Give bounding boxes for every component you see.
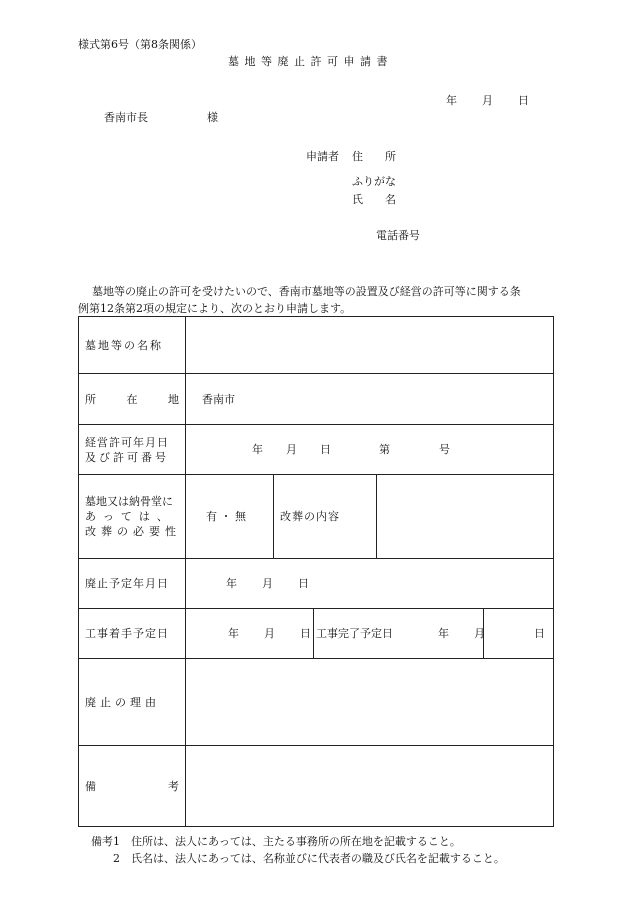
end-date-value[interactable]	[438, 609, 554, 659]
abolish-month: 月	[262, 577, 273, 590]
body-text-line-2: 例第12条第2項の規定により、次のとおり申請します。	[78, 302, 352, 315]
permit-no-suffix: 号	[439, 443, 450, 456]
start-year: 年	[228, 627, 239, 640]
form-number: 様式第6号（第8条関係）	[78, 38, 202, 51]
end-month: 月	[474, 627, 485, 640]
cemetery-name-value[interactable]	[186, 317, 554, 374]
start-month: 月	[264, 627, 275, 640]
location-label: 所 在 地	[79, 374, 186, 425]
permit-year: 年	[252, 443, 263, 456]
reburial-label: 墓地又は納骨堂に あっては、 改葬の必要性	[79, 475, 186, 559]
applicant-address-label: 住 所	[352, 150, 396, 163]
applicant-label: 申請者	[306, 150, 339, 163]
permit-label: 経営許可年月日 及び許可番号	[79, 425, 186, 475]
permit-no-prefix: 第	[379, 443, 390, 456]
note-2: 2 氏名は、法人にあっては、名称並びに代表者の職及び氏名を記載すること。	[113, 852, 505, 865]
permit-month: 月	[286, 443, 297, 456]
end-year: 年	[438, 627, 449, 640]
body-text-line-1: 墓地等の廃止の許可を受けたいので、香南市墓地等の設置及び経営の許可等に関する条	[92, 285, 521, 298]
reason-label: 廃止の理由	[79, 659, 186, 746]
date-month: 月	[482, 94, 493, 107]
start-day: 日	[300, 627, 311, 640]
abolish-date-label: 廃止予定年月日	[79, 559, 186, 609]
start-date-label: 工事着手予定日	[79, 609, 186, 659]
note-1: 備考1 住所は、法人にあっては、主たる事務所の所在地を記載すること。	[91, 835, 461, 848]
permit-value[interactable]	[186, 425, 554, 475]
abolish-day: 日	[298, 577, 309, 590]
location-value[interactable]	[186, 374, 554, 425]
applicant-furigana-label: ふりがな	[352, 175, 396, 188]
remarks-value[interactable]	[186, 746, 554, 827]
abolish-year: 年	[226, 577, 237, 590]
applicant-name-label: 氏 名	[352, 193, 396, 206]
reason-value[interactable]	[186, 659, 554, 746]
cemetery-name-label: 墓地等の名称	[79, 317, 186, 374]
page-title: 墓 地 等 廃 止 許 可 申 請 書	[228, 55, 389, 68]
reburial-yes-no[interactable]: 有 ・ 無	[186, 475, 274, 559]
date-year: 年	[446, 94, 457, 107]
reburial-detail-label: 改葬の内容	[274, 475, 377, 559]
date-day: 日	[518, 94, 529, 107]
addressee: 香南市長	[104, 111, 148, 124]
addressee-honorific: 様	[207, 111, 218, 124]
reburial-detail-value[interactable]	[377, 475, 554, 559]
permit-day: 日	[320, 443, 331, 456]
end-date-label: 工事完了予定日	[314, 609, 484, 659]
application-table	[78, 316, 554, 827]
abolish-date-value[interactable]	[186, 559, 554, 609]
end-day: 日	[534, 627, 545, 640]
remarks-label: 備 考	[79, 746, 186, 827]
location-city: 香南市	[202, 392, 235, 406]
applicant-phone-label: 電話番号	[376, 229, 420, 242]
start-date-value[interactable]	[186, 609, 314, 659]
